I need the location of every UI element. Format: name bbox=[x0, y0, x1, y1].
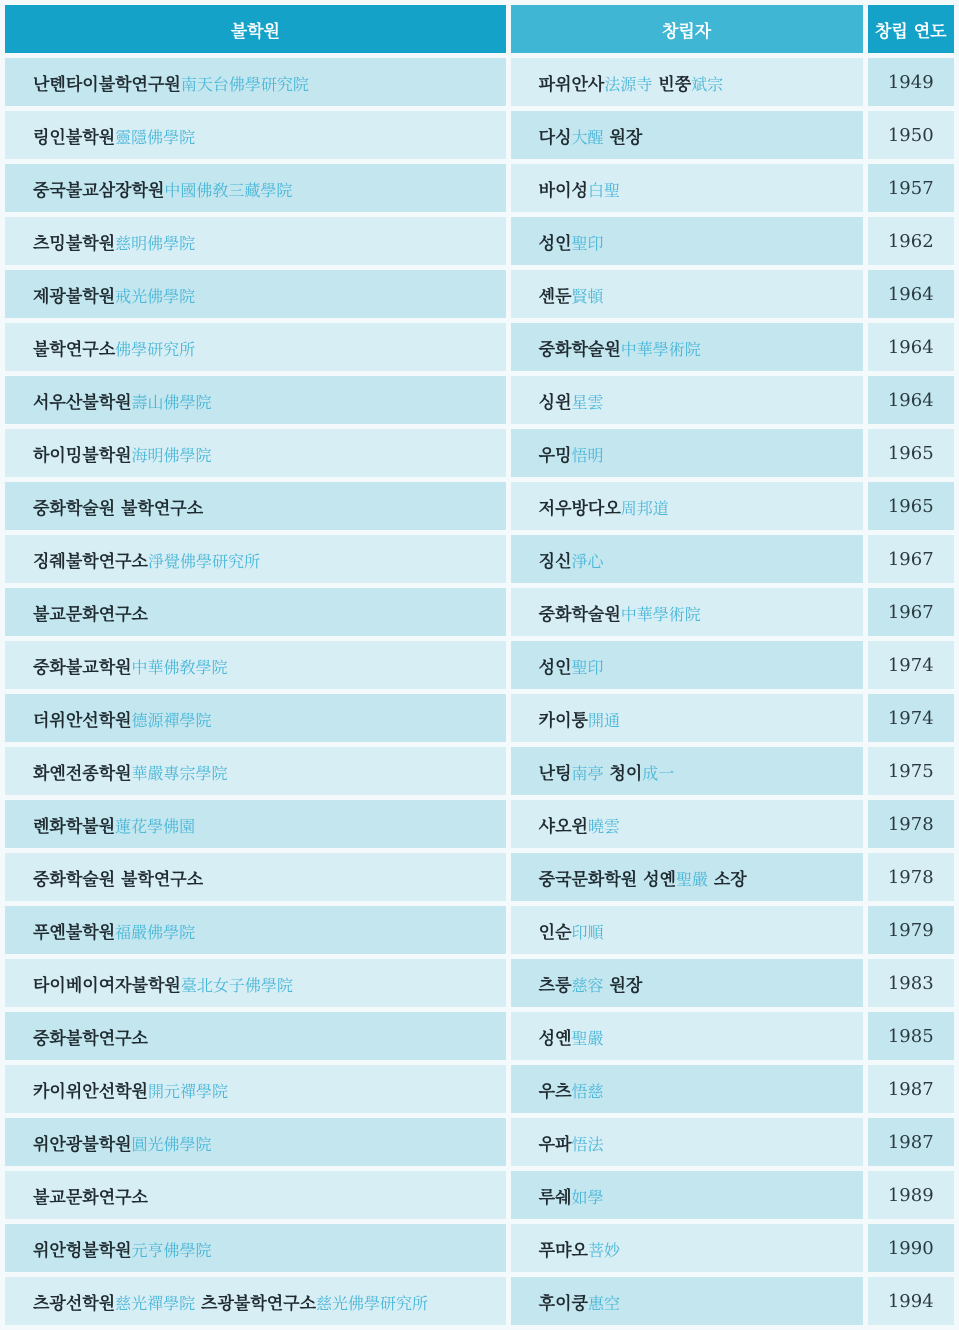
korean-text: 저우방다오 bbox=[538, 498, 621, 519]
hanja-text: 靈隱佛學院 bbox=[115, 127, 196, 147]
founder-cell bbox=[511, 641, 863, 689]
korean-text: 츠광불학연구소 bbox=[195, 1293, 317, 1314]
korean-text: 서우산불학원 bbox=[33, 392, 132, 413]
academy-cell bbox=[5, 376, 506, 424]
hanja-text: 斌宗 bbox=[691, 74, 724, 94]
korean-text: 카이위안선학원 bbox=[33, 1081, 148, 1102]
hanja-text: 圓光佛學院 bbox=[131, 1134, 212, 1154]
founder-cell bbox=[511, 535, 863, 583]
academy-cell bbox=[5, 694, 506, 742]
korean-text: 바이성 bbox=[538, 180, 588, 201]
table-row bbox=[5, 641, 954, 689]
table-row bbox=[5, 800, 954, 848]
korean-text: 중화불학연구소 bbox=[33, 1028, 148, 1049]
hanja-text: 淨心 bbox=[571, 551, 604, 571]
table-row bbox=[5, 58, 954, 106]
academy-cell bbox=[5, 853, 506, 901]
academy-cell bbox=[5, 1065, 506, 1113]
academy-cell bbox=[5, 641, 506, 689]
table-row bbox=[5, 906, 954, 954]
korean-text: 빈쭝 bbox=[652, 74, 692, 95]
korean-text: 후이쿵 bbox=[538, 1293, 588, 1314]
table-row bbox=[5, 482, 954, 530]
year-cell: 1990 bbox=[868, 1224, 954, 1272]
academy-cell bbox=[5, 111, 506, 159]
founder-cell bbox=[511, 747, 863, 795]
academy-cell bbox=[5, 1012, 506, 1060]
hanja-text: 白聖 bbox=[587, 180, 620, 200]
academy-cell bbox=[5, 1171, 506, 1219]
table-row bbox=[5, 164, 954, 212]
hanja-text: 中華佛敎學院 bbox=[131, 657, 228, 677]
hanja-text: 開通 bbox=[587, 710, 620, 730]
table-row bbox=[5, 853, 954, 901]
table-row bbox=[5, 1171, 954, 1219]
hanja-text: 慈容 bbox=[571, 975, 604, 995]
year-cell: 1983 bbox=[868, 959, 954, 1007]
korean-text: 중화학술원 bbox=[538, 339, 621, 360]
table-row bbox=[5, 376, 954, 424]
korean-text: 중국불교삼장학원 bbox=[33, 180, 165, 201]
table-row bbox=[5, 217, 954, 265]
korean-text: 우밍 bbox=[538, 445, 572, 466]
korean-text: 불교문화연구소 bbox=[33, 1187, 148, 1208]
founder-cell bbox=[511, 111, 863, 159]
founder-cell bbox=[511, 588, 863, 636]
founder-cell bbox=[511, 853, 863, 901]
academy-cell bbox=[5, 1277, 506, 1325]
academy-cell bbox=[5, 323, 506, 371]
academy-cell bbox=[5, 906, 506, 954]
hanja-text: 星雲 bbox=[571, 392, 604, 412]
hanja-text: 淨覺佛學研究所 bbox=[147, 551, 260, 571]
hanja-text: 慈明佛學院 bbox=[115, 233, 196, 253]
korean-text: 인순 bbox=[538, 922, 572, 943]
korean-text: 불교문화연구소 bbox=[33, 604, 148, 625]
korean-text: 불학연구소 bbox=[33, 339, 116, 360]
korean-text: 소장 bbox=[707, 869, 747, 890]
korean-text: 위안헝불학원 bbox=[33, 1240, 132, 1261]
year-cell: 1979 bbox=[868, 906, 954, 954]
founder-cell bbox=[511, 270, 863, 318]
hanja-text: 悟明 bbox=[571, 445, 604, 465]
korean-text: 다싱 bbox=[538, 127, 572, 148]
year-cell: 1950 bbox=[868, 111, 954, 159]
year-cell: 1978 bbox=[868, 853, 954, 901]
founder-cell bbox=[511, 800, 863, 848]
year-cell: 1994 bbox=[868, 1277, 954, 1325]
korean-text: 하이밍불학원 bbox=[33, 445, 132, 466]
table-row bbox=[5, 1012, 954, 1060]
year-cell: 1957 bbox=[868, 164, 954, 212]
table-row bbox=[5, 588, 954, 636]
year-cell: 1987 bbox=[868, 1065, 954, 1113]
hanja-text: 悟慈 bbox=[571, 1081, 604, 1101]
table-row bbox=[5, 1277, 954, 1325]
hanja-text: 元亨佛學院 bbox=[131, 1240, 212, 1260]
year-cell: 1965 bbox=[868, 429, 954, 477]
korean-text: 징줴불학연구소 bbox=[33, 551, 148, 572]
academy-cell bbox=[5, 959, 506, 1007]
table-row bbox=[5, 1224, 954, 1272]
hanja-text: 如學 bbox=[571, 1187, 604, 1207]
year-cell: 1985 bbox=[868, 1012, 954, 1060]
hanja-text: 成一 bbox=[642, 763, 675, 783]
academy-cell bbox=[5, 535, 506, 583]
founder-cell bbox=[511, 1118, 863, 1166]
korean-text: 셴둔 bbox=[538, 286, 572, 307]
hanja-text: 佛學研究所 bbox=[115, 339, 196, 359]
korean-text: 샤오윈 bbox=[538, 816, 588, 837]
hanja-text: 開元禪學院 bbox=[147, 1081, 228, 1101]
table-row bbox=[5, 535, 954, 583]
korean-text: 성인 bbox=[538, 657, 572, 678]
hanja-text: 賢頓 bbox=[571, 286, 604, 306]
founder-cell bbox=[511, 482, 863, 530]
founder-cell bbox=[511, 58, 863, 106]
korean-text: 중화불교학원 bbox=[33, 657, 132, 678]
year-cell: 1967 bbox=[868, 588, 954, 636]
korean-text: 츠룽 bbox=[538, 975, 572, 996]
table-row bbox=[5, 959, 954, 1007]
hanja-text: 福嚴佛學院 bbox=[115, 922, 196, 942]
hanja-text: 慈光禪學院 bbox=[115, 1293, 196, 1313]
hanja-text: 南天台佛學研究院 bbox=[180, 74, 309, 94]
hanja-text: 惠空 bbox=[587, 1293, 620, 1313]
korean-text: 난팅 bbox=[538, 763, 572, 784]
korean-text: 푸먀오 bbox=[538, 1240, 588, 1261]
hanja-text: 中國佛敎三藏學院 bbox=[164, 180, 293, 200]
hanja-text: 華嚴專宗學院 bbox=[131, 763, 228, 783]
year-cell: 1965 bbox=[868, 482, 954, 530]
year-cell: 1978 bbox=[868, 800, 954, 848]
hanja-text: 聖印 bbox=[571, 657, 604, 677]
korean-text: 원장 bbox=[603, 127, 643, 148]
korean-text: 더위안선학원 bbox=[33, 710, 132, 731]
korean-text: 징신 bbox=[538, 551, 572, 572]
korean-text: 성인 bbox=[538, 233, 572, 254]
korean-text: 카이퉁 bbox=[538, 710, 588, 731]
year-cell: 1949 bbox=[868, 58, 954, 106]
korean-text: 위안광불학원 bbox=[33, 1134, 132, 1155]
year-cell: 1967 bbox=[868, 535, 954, 583]
founder-cell bbox=[511, 217, 863, 265]
hanja-text: 中華學術院 bbox=[620, 604, 701, 624]
academy-cell bbox=[5, 58, 506, 106]
hanja-text: 海明佛學院 bbox=[131, 445, 212, 465]
korean-text: 롄화학불원 bbox=[33, 816, 116, 837]
hanja-text: 法源寺 bbox=[604, 74, 653, 94]
table-header-row bbox=[5, 5, 954, 53]
hanja-text: 蓮花學佛園 bbox=[115, 816, 196, 836]
korean-text: 타이베이여자불학원 bbox=[33, 975, 181, 996]
founder-cell bbox=[511, 429, 863, 477]
founder-cell bbox=[511, 323, 863, 371]
korean-text: 청이 bbox=[603, 763, 643, 784]
academy-cell bbox=[5, 1118, 506, 1166]
hanja-text: 聖嚴 bbox=[571, 1028, 604, 1048]
founder-cell bbox=[511, 164, 863, 212]
korean-text: 츠광선학원 bbox=[33, 1293, 116, 1314]
hanja-text: 臺北女子佛學院 bbox=[180, 975, 293, 995]
column-header-founder: 창립자 bbox=[511, 5, 863, 53]
korean-text: 루쉐 bbox=[538, 1187, 572, 1208]
academy-cell bbox=[5, 747, 506, 795]
year-cell: 1989 bbox=[868, 1171, 954, 1219]
korean-text: 성옌 bbox=[538, 1028, 572, 1049]
column-header-year: 창립 연도 bbox=[868, 5, 954, 53]
hanja-text: 悟法 bbox=[571, 1134, 604, 1154]
founder-cell bbox=[511, 1224, 863, 1272]
korean-text: 중화학술원 불학연구소 bbox=[33, 869, 204, 890]
year-cell: 1964 bbox=[868, 376, 954, 424]
academy-cell bbox=[5, 1224, 506, 1272]
hanja-text: 中華學術院 bbox=[620, 339, 701, 359]
academy-cell bbox=[5, 429, 506, 477]
hanja-text: 慈光佛學研究所 bbox=[316, 1293, 429, 1313]
hanja-text: 曉雲 bbox=[587, 816, 620, 836]
year-cell: 1964 bbox=[868, 323, 954, 371]
year-cell: 1964 bbox=[868, 270, 954, 318]
korean-text: 화옌전종학원 bbox=[33, 763, 132, 784]
hanja-text: 印順 bbox=[571, 922, 604, 942]
hanja-text: 戒光佛學院 bbox=[115, 286, 196, 306]
academy-cell bbox=[5, 800, 506, 848]
hanja-text: 南亭 bbox=[571, 763, 604, 783]
founder-cell bbox=[511, 1277, 863, 1325]
table-row bbox=[5, 270, 954, 318]
founder-cell bbox=[511, 376, 863, 424]
founder-cell bbox=[511, 959, 863, 1007]
academy-cell bbox=[5, 588, 506, 636]
table-row bbox=[5, 429, 954, 477]
korean-text: 싱윈 bbox=[538, 392, 572, 413]
table-row bbox=[5, 747, 954, 795]
founder-cell bbox=[511, 1171, 863, 1219]
academy-cell bbox=[5, 164, 506, 212]
hanja-text: 壽山佛學院 bbox=[131, 392, 212, 412]
hanja-text: 聖嚴 bbox=[675, 869, 708, 889]
table-row bbox=[5, 694, 954, 742]
korean-text: 파위안사 bbox=[538, 74, 605, 95]
korean-text: 중화학술원 bbox=[538, 604, 621, 625]
table-body bbox=[5, 58, 954, 1325]
year-cell: 1987 bbox=[868, 1118, 954, 1166]
year-cell: 1974 bbox=[868, 641, 954, 689]
table-row bbox=[5, 1065, 954, 1113]
korean-text: 난톈타이불학연구원 bbox=[33, 74, 181, 95]
hanja-text: 大醒 bbox=[571, 127, 604, 147]
year-cell: 1974 bbox=[868, 694, 954, 742]
hanja-text: 周邦道 bbox=[620, 498, 669, 518]
korean-text: 우파 bbox=[538, 1134, 572, 1155]
column-header-academy: 불학원 bbox=[5, 5, 506, 53]
hanja-text: 菩妙 bbox=[587, 1240, 620, 1260]
table-row bbox=[5, 1118, 954, 1166]
table-row bbox=[5, 323, 954, 371]
korean-text: 츠밍불학원 bbox=[33, 233, 116, 254]
korean-text: 원장 bbox=[603, 975, 643, 996]
year-cell: 1975 bbox=[868, 747, 954, 795]
korean-text: 제광불학원 bbox=[33, 286, 116, 307]
academy-cell bbox=[5, 270, 506, 318]
year-cell: 1962 bbox=[868, 217, 954, 265]
korean-text: 우츠 bbox=[538, 1081, 572, 1102]
korean-text: 중화학술원 불학연구소 bbox=[33, 498, 204, 519]
korean-text: 링인불학원 bbox=[33, 127, 116, 148]
founder-cell bbox=[511, 1012, 863, 1060]
academy-cell bbox=[5, 482, 506, 530]
table-row bbox=[5, 111, 954, 159]
founder-cell bbox=[511, 1065, 863, 1113]
hanja-text: 德源禪學院 bbox=[131, 710, 212, 730]
founder-cell bbox=[511, 906, 863, 954]
founder-cell bbox=[511, 694, 863, 742]
academy-cell bbox=[5, 217, 506, 265]
hanja-text: 聖印 bbox=[571, 233, 604, 253]
korean-text: 푸옌불학원 bbox=[33, 922, 116, 943]
korean-text: 중국문화학원 성옌 bbox=[538, 869, 676, 890]
